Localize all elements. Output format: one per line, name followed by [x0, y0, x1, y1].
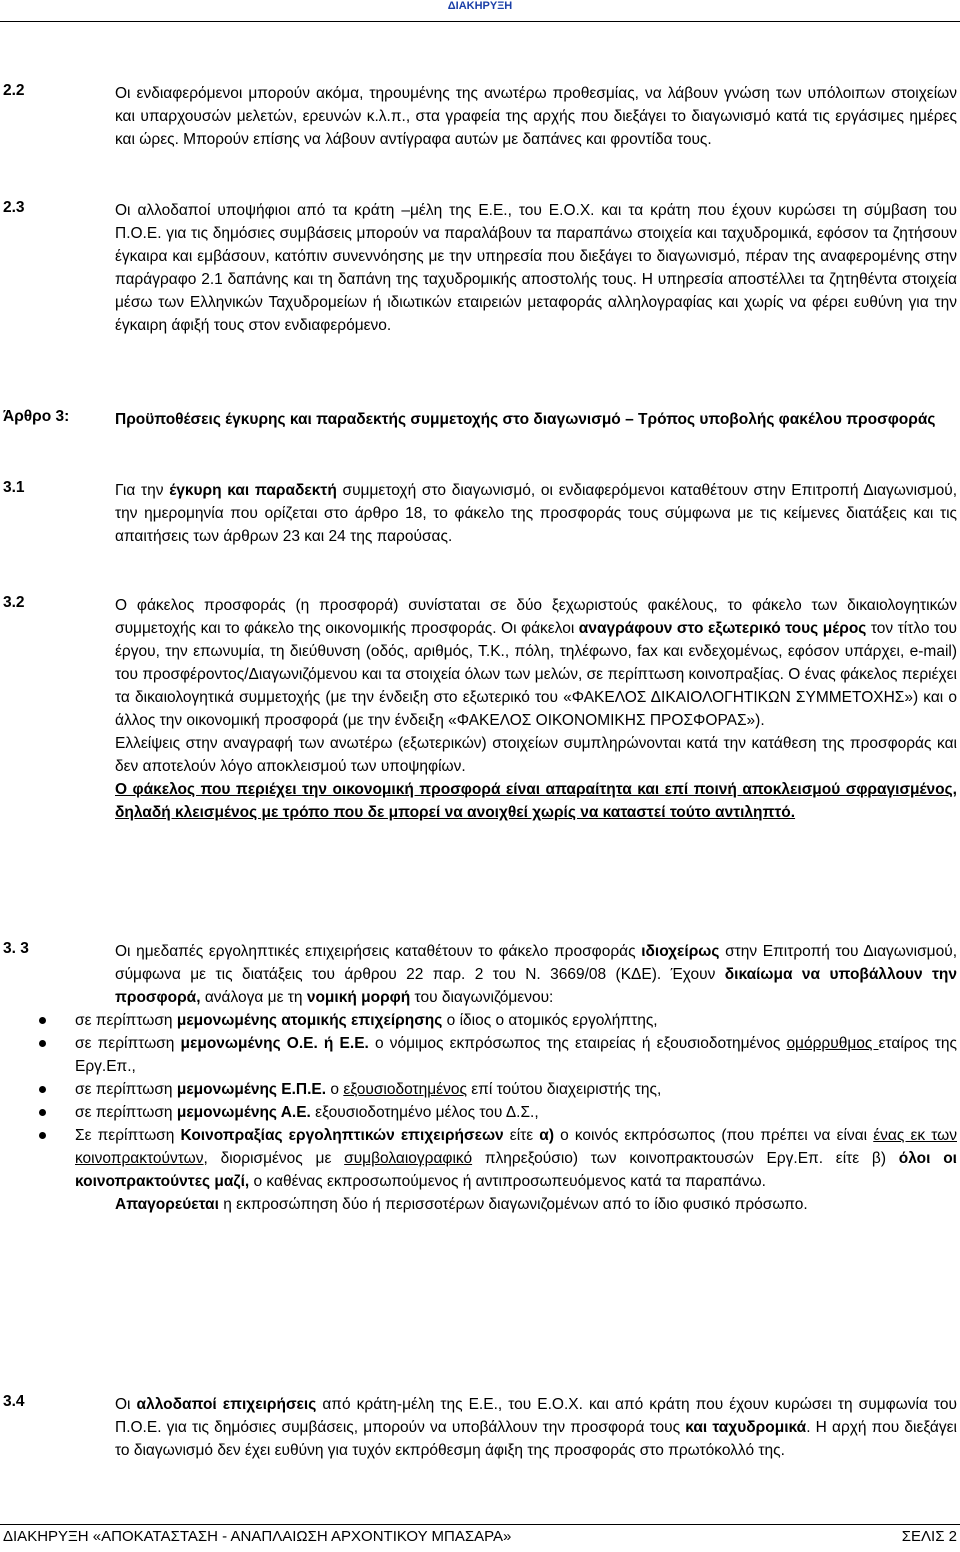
section-text: Οι ενδιαφερόμενοι μπορούν ακόμα, τηρουμένης της ανωτέρω προθεσμίας, να λάβουν γνώση των υπόλοιπων στοιχείων και υπαρχουσών μελετών, ερευνών κ.λ.π., στα γραφεία της αρχής που διεξάγει το διαγωνισμό κατά τις εργάσιμες ημέρες και ώρες. Μπορούν επίσης να λάβουν αντίγραφα αυτών με δαπάνες και φροντίδα τους.: [115, 85, 957, 148]
list-item: σε περίπτωση μεμονωμένης Ο.Ε. ή Ε.Ε. ο νόμιμος εκπρόσωπος της εταιρείας ή εξουσιοδοτημένος ομόρρυθμος εταίρος της Εργ.Επ.,: [3, 1032, 957, 1078]
section-2-2: [3, 82, 957, 151]
section-text: Οι ημεδαπές εργοληπτικές επιχειρήσεις καταθέτουν το φάκελο προσφοράς ιδιοχείρως στην Επιτροπή του Διαγωνισμού, σύμφωνα με τις διατάξεις του άρθρου 22 παρ. 2 του Ν. 3669/08 (ΚΔΕ). Έχουν δικαίωμα να υποβάλλουν την προσφορά, ανάλογα με τη νομική μορφή του διαγωνιζόμενου:: [115, 943, 958, 1006]
bullet-list: [3, 1009, 957, 1193]
section-2-3: [3, 199, 957, 337]
footer-rule: [0, 1524, 960, 1525]
list-item: σε περίπτωση μεμονωμένης Ε.Π.Ε. ο εξουσιοδοτημένος επί τούτου διαχειριστής της,: [3, 1078, 957, 1101]
page-header: ΔΙΑΚΗΡΥΞΗ: [447, 0, 513, 12]
section-number: 3. 3: [3, 940, 29, 957]
section-text: Για την έγκυρη και παραδεκτή συμμετοχή στο διαγωνισμό, οι ενδιαφερόμενοι καταθέτουν στην Επιτροπή Διαγωνισμού, την ημερομηνία που ορίζεται στο άρθρο 18, το φάκελο της προσφοράς τους σύμφωνα με τις κείμενες διατάξεις και τις απαιτήσεις των άρθρων 23 και 24 της παρούσας.: [115, 482, 957, 545]
section-text: Απαγορεύεται η εκπροσώπηση δύο ή περισσοτέρων διαγωνιζομένων από το ίδιο φυσικό πρόσωπο.: [115, 1196, 808, 1213]
bullet-icon: [39, 1109, 46, 1116]
bullet-icon: [39, 1132, 46, 1139]
section-number: 3.1: [3, 479, 25, 496]
header-rule: [0, 21, 960, 22]
section-3-4: [3, 1393, 957, 1462]
list-item: Σε περίπτωση Κοινοπραξίας εργοληπτικών επιχειρήσεων είτε α) ο κοινός εκπρόσωπος (που πρέπει να είναι ένας εκ των κοινοπρακτούντων, διορισμένος με συμβολαιογραφικό πληρεξούσιο) των κοινοπρακτουσών Εργ.Επ. είτε β) όλοι οι κοινοπρακτούντες μαζί, ο καθένας εκπροσωπούμενος ή αντιπροσωπευόμενος κατά τα παραπάνω.: [3, 1124, 957, 1193]
section-text: Ελλείψεις στην αναγραφή των ανωτέρω (εξωτερικών) στοιχείων συμπληρώνονται κατά την κατάθεση της προσφοράς και δεν αποτελούν λόγο αποκλεισμού των υποψηφίων.: [115, 735, 957, 775]
bullet-icon: [39, 1017, 46, 1024]
section-number: 3.2: [3, 594, 25, 611]
section-number: 2.3: [3, 199, 25, 216]
footer-title: ΔΙΑΚΗΡΥΞΗ «ΑΠΟΚΑΤΑΣΤΑΣΗ - ΑΝΑΠΛΑΙΩΣΗ ΑΡΧΟΝΤΙΚΟΥ ΜΠΑΣΑΡΑ»: [3, 1528, 512, 1545]
article-title: Προϋποθέσεις έγκυρης και παραδεκτής συμμετοχής στο διαγωνισμό – Τρόπος υποβολής φακέλου προσφοράς: [115, 411, 936, 428]
bullet-icon: [39, 1040, 46, 1047]
section-number: 3.4: [3, 1393, 25, 1410]
page-number: ΣΕΛΙΣ 2: [901, 1528, 957, 1545]
section-number: 2.2: [3, 82, 25, 99]
article-3-heading: [3, 408, 957, 431]
section-text-emphasis: Ο φάκελος που περιέχει την οικονομική προσφορά είναι απαραίτητα και επί ποινή αποκλεισμού σφραγισμένος, δηλαδή κλεισμένος με τρόπο που δε μπορεί να ανοιχθεί χωρίς να καταστεί τούτο αντιληπτό.: [115, 781, 957, 821]
section-text: Ο φάκελος προσφοράς (η προσφορά) συνίσταται σε δύο ξεχωριστούς φακέλους, το φάκελο των δικαιολογητικών συμμετοχής και το φάκελο της οικονομικής προσφοράς. Οι φάκελοι αναγράφουν στο εξωτερικό τους μέρος τον τίτλο του έργου, την επωνυμία, τη διεύθυνση (οδός, αριθμός, Τ.Κ., πόλη, τηλέφωνο, fax και ενδεχομένως, εφόσον υπάρχει, e-mail) του προσφέροντος/Διαγωνιζόμενου και τα στοιχεία όλων των μελών, σε περίπτωση κοινοπραξίας. Ο ένας φάκελος περιέχει τα δικαιολογητικά συμμετοχής (με την ένδειξη στο εξωτερικό του «ΦΑΚΕΛΟΣ ΔΙΚΑΙΟΛΟΓΗΤΙΚΩΝ ΣΥΜΜΕΤΟΧΗΣ») και ο άλλος την οικονομική προσφορά (με την ένδειξη «ΦΑΚΕΛΟΣ ΟΙΚΟΝΟΜΙΚΗΣ ΠΡΟΣΦΟΡΑΣ»).: [115, 597, 957, 729]
section-text: Οι αλλοδαποί υποψήφιοι από τα κράτη –μέλη της Ε.Ε., του Ε.Ο.Χ. και τα κράτη που έχουν κυρώσει τη σύμβαση του Π.Ο.Ε. για τις δημόσιες συμβάσεις μπορούν να παραλάβουν τα παραπάνω στοιχεία και ταχυδρομικά, εφόσον τα ζητήσουν έγκαιρα και εμβάσουν, κατόπιν συνεννόησης με την υπηρεσία που διεξάγει το διαγωνισμό, πέραν της αναφερομένης στην παράγραφο 2.1 δαπάνης και τη δαπάνη της ταχυδρομικής αποστολής τους. Η υπηρεσία αποστέλλει τα ζητηθέντα στοιχεία μέσω των Ελληνικών Ταχυδρομείων ή ιδιωτικών εταιρειών μεταφοράς αλληλογραφίας και χωρίς να φέρει ευθύνη για την έγκαιρη άφιξή τους στον ενδιαφερόμενο.: [115, 202, 957, 334]
article-label: Άρθρο 3:: [3, 408, 70, 425]
bullet-icon: [39, 1086, 46, 1093]
section-3-3: [3, 940, 957, 1216]
section-3-1: [3, 479, 957, 548]
section-text: Οι αλλοδαποί επιχειρήσεις από κράτη-μέλη της Ε.Ε., του Ε.Ο.Χ. και από κράτη που έχουν κυρώσει τη συμφωνία του Π.Ο.Ε. για τις δημόσιες συμβάσεις, μπορούν να υποβάλλουν την προσφορά τους και ταχυδρομικά. Η αρχή που διεξάγει το διαγωνισμό δεν έχει ευθύνη για τυχόν εκπρόθεσμη άφιξη της προσφοράς στο πρωτόκολλό της.: [115, 1396, 957, 1459]
list-item: σε περίπτωση μεμονωμένης ατομικής επιχείρησης ο ίδιος ο ατομικός εργολήπτης,: [3, 1009, 957, 1032]
section-3-2: [3, 594, 957, 824]
list-item: σε περίπτωση μεμονωμένης Α.Ε. εξουσιοδοτημένο μέλος του Δ.Σ.,: [3, 1101, 957, 1124]
